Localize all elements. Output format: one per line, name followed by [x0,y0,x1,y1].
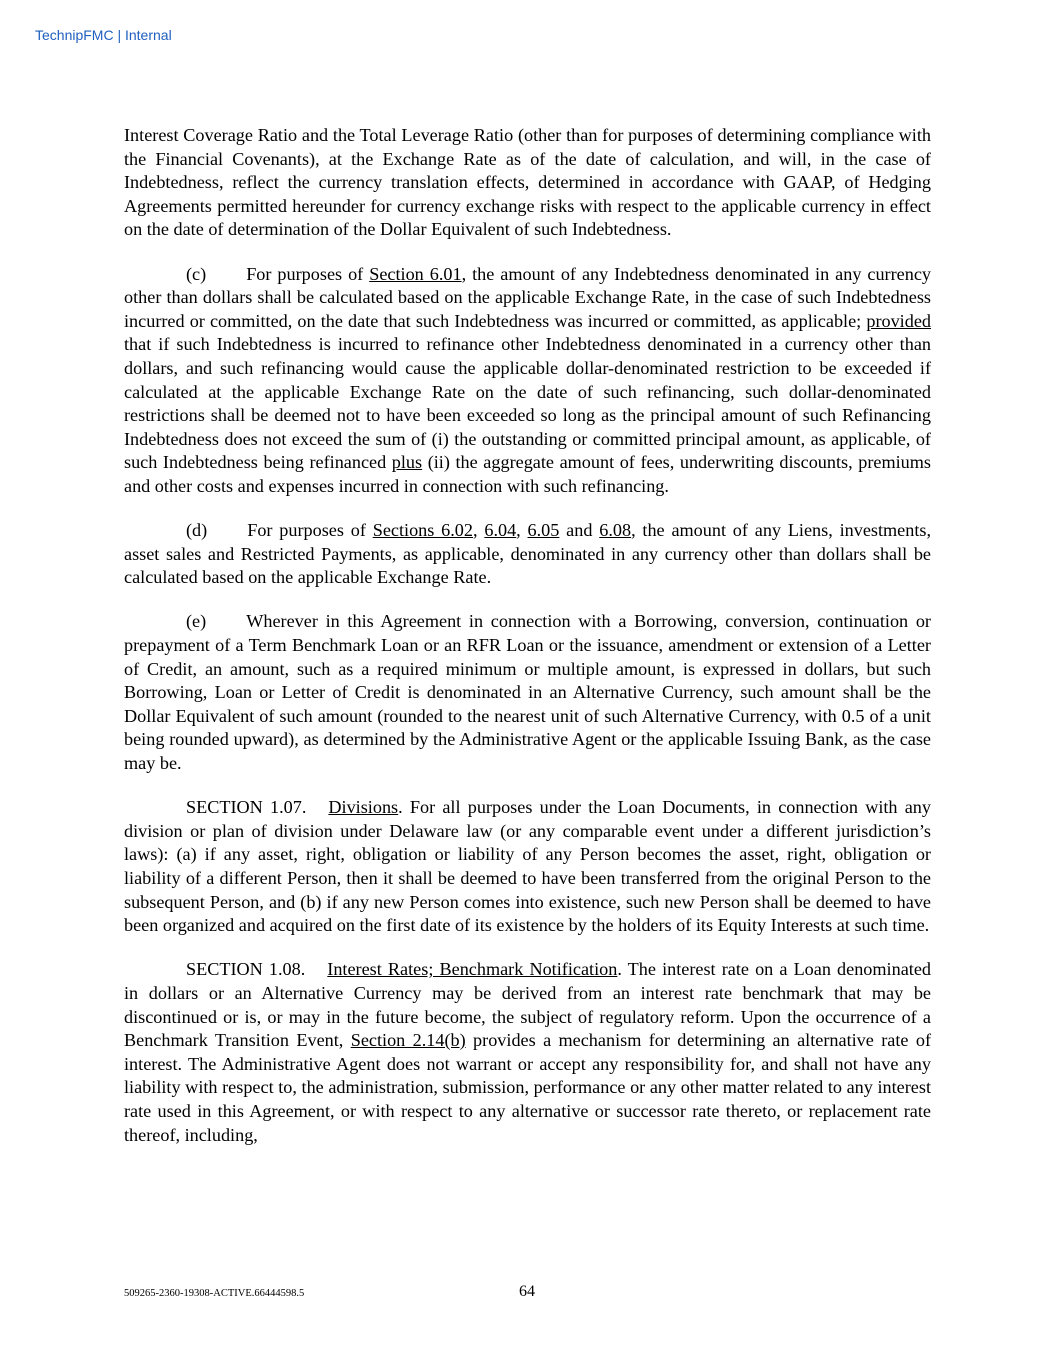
section-reference: Section 2.14(b) [350,1030,466,1051]
section-reference: Sections 6.02 [372,520,473,541]
page-number: 64 [519,1283,535,1300]
plus-term: plus [391,452,423,473]
paragraph-d: (d) For purposes of Sections 6.02, 6.04, 6.05 and 6.08, the amount of any Liens, investments, asset sales and Restricted Payments, as applicable, denominated in any currency other than dollars shall be calculated based on the applicable Exchange Rate. [124,520,932,588]
section-1-08: SECTION 1.08. Interest Rates; Benchmark Notification. The interest rate on a Loan denominated in dollars or an Alternative Currency may be derived from an interest rate benchmark that may be discontinued or is, or may in the future become, the subject of regulatory reform. Upon the occurrence of a Benchmark Transition Event, Section 2.14(b) provides a mechanism for determining an alternative rate of interest. The Administrative Agent does not warrant or accept any responsibility for, and shall not have any liability with respect to, the administration, submission, performance or any other matter related to any interest rate used in this Agreement, or with respect to any alternative or successor rate thereto, or replacement rate thereof, including, [124,959,931,1145]
section-label: SECTION 1.08. [186,959,306,980]
section-reference: 6.05 [527,520,560,541]
paragraph-e: (e) Wherever in this Agreement in connection with a Borrowing, conversion, continuation or prepayment of a Term Benchmark Loan or an RFR Loan or the issuance, amendment or extension of a Letter of Credit, an amount, such as a required minimum or multiple amount, is expressed in dollars, but such Borrowing, Loan or Letter of Credit is denominated in an Alternative Currency, such amount shall be the Dollar Equivalent of such amount (rounded to the nearest unit of such Alternative Currency, with 0.5 of a unit being rounded upward), as determined by the Administrative Agent or the applicable Issuing Bank, as the case may be. [124,611,931,774]
classification-label: TechnipFMC | Internal [35,27,172,43]
document-body [124,124,931,1168]
section-heading: Divisions [328,797,399,818]
clause-label: (e) [186,611,207,632]
document-id: 509265-2360-19308-ACTIVE.66444598.5 [124,1288,305,1299]
section-reference: 6.08 [599,520,632,541]
paragraph-continuation: Interest Coverage Ratio and the Total Leverage Ratio (other than for purposes of determining compliance with the Financial Covenants), at the Exchange Rate as of the date of calculation, and will, in the case of Indebtedness, reflect the currency translation effects, determined in accordance with GAAP, of Hedging Agreements permitted hereunder for currency exchange risks with respect to the applicable currency in effect on the date of determination of the Dollar Equivalent of such Indebtedness. [124,125,931,240]
section-reference: Section 6.01 [369,263,462,284]
section-reference: 6.04 [484,520,517,541]
section-label: SECTION 1.07. [186,797,307,818]
clause-label: (c) [186,263,207,284]
provided-term: provided [866,310,931,331]
paragraph-c: (c) For purposes of Section 6.01, the amount of any Indebtedness denominated in any currency other than dollars shall be calculated based on the applicable Exchange Rate, in the case of such Indebtedness incurred or committed, on the date that such Indebtedness was incurred or committed, as applicable; provided that if such Indebtedness is incurred to refinance other Indebtedness denominated in a currency other than dollars, and such refinancing would cause the applicable dollar-denominated restriction to be exceeded if calculated at the applicable Exchange Rate on the date of such refinancing, such dollar-denominated restrictions shall be deemed not to have been exceeded so long as the principal amount of such Refinancing Indebtedness does not exceed the sum of (i) the outstanding or committed principal amount, as applicable, of such Indebtedness being refinanced plus (ii) the aggregate amount of fees, underwriting discounts, premiums and other costs and expenses incurred in connection with such refinancing. [124,263,931,496]
section-heading: Interest Rates; Benchmark Notification [327,959,618,980]
clause-label: (d) [186,520,208,541]
section-1-07: SECTION 1.07. Divisions. For all purposes under the Loan Documents, in connection with any division or plan of division under Delaware law (or any comparable event under a different jurisdiction’s laws): (a) if any asset, right, obligation or liability of any Person becomes the asset, right, obligation or liability of a different Person, then it shall be deemed to have been transferred from the original Person to the subsequent Person, and (b) if any new Person comes into existence, such new Person shall be deemed to have been organized and acquired on the first date of its existence by the holders of its Equity Interests at such time. [124,797,931,936]
